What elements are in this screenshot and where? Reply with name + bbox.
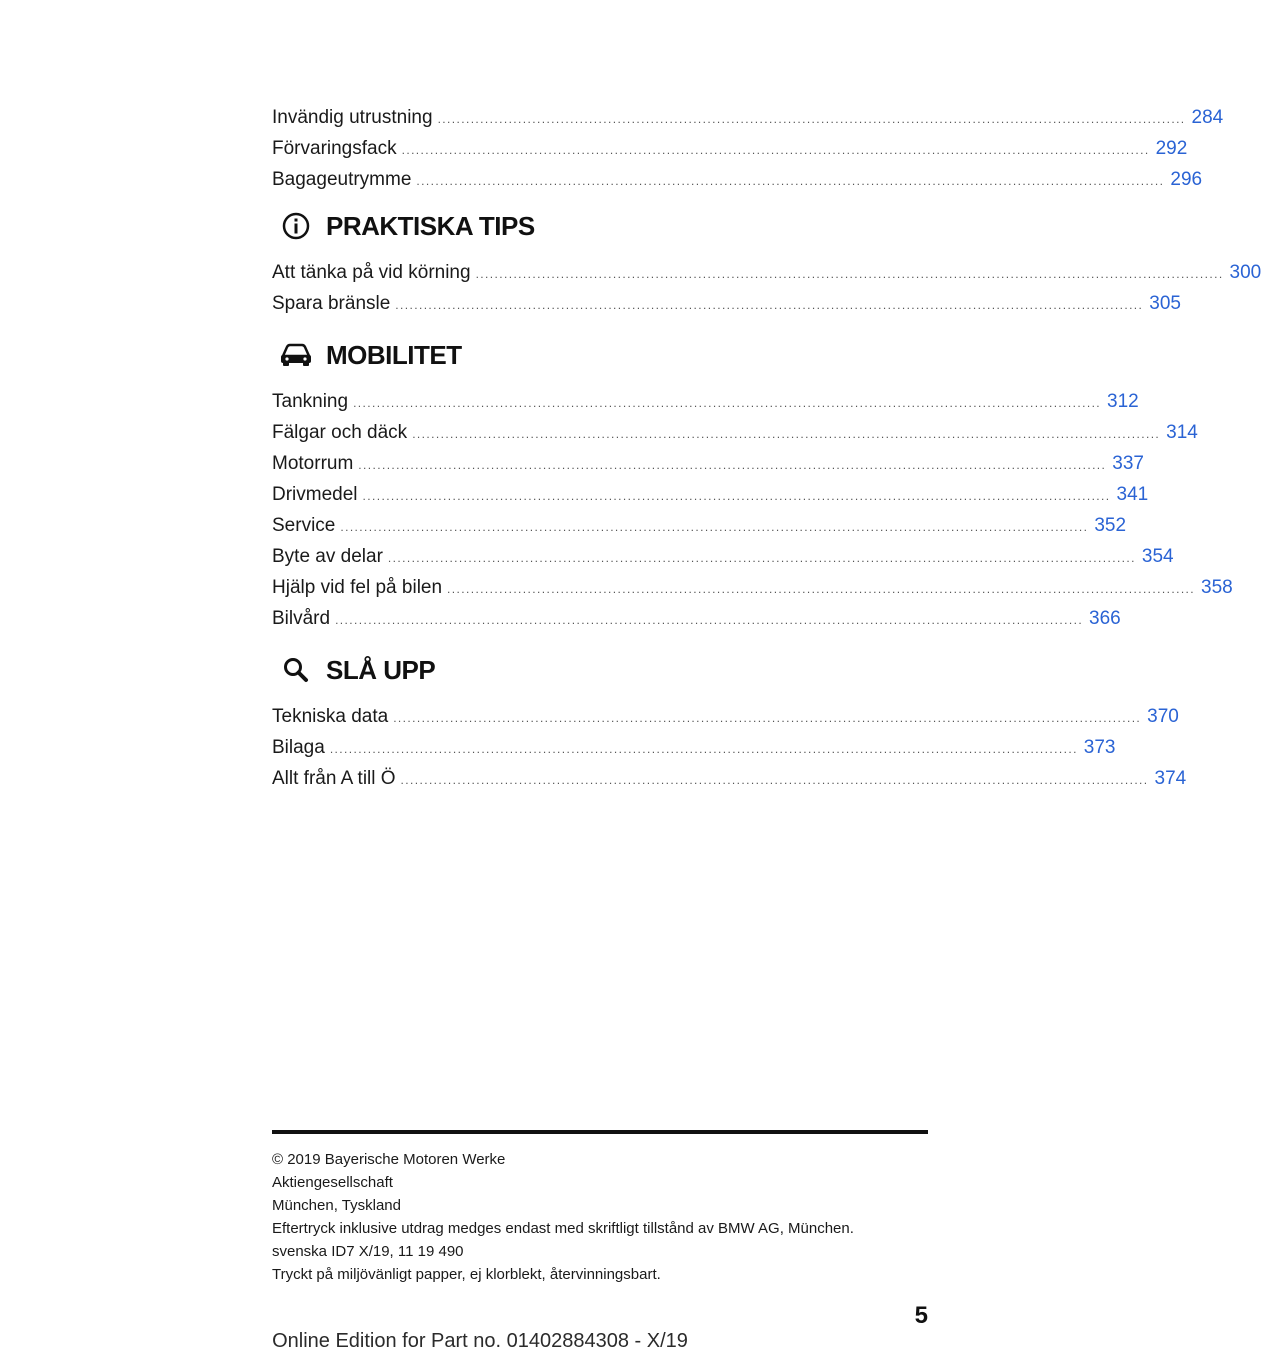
section-title: MOBILITET bbox=[326, 339, 462, 370]
toc-entry-title: Fälgar och däck bbox=[272, 422, 408, 443]
leader-dots: .............................................................................................................................................................. bbox=[329, 742, 1078, 756]
toc-entry-page[interactable]: 314 bbox=[1166, 422, 1198, 443]
toc-entry-title: Motorrum bbox=[272, 453, 354, 474]
toc-entry-title: Förvaringsfack bbox=[272, 138, 397, 159]
toc-entry[interactable] bbox=[272, 763, 1187, 794]
toc-entry-page[interactable]: 312 bbox=[1107, 391, 1139, 412]
leader-dots: .............................................................................................................................................................. bbox=[400, 773, 1149, 787]
imprint-line: © 2019 Bayerische Motoren Werke bbox=[272, 1151, 506, 1168]
section-heading-mobilitet bbox=[272, 324, 928, 386]
car-icon bbox=[276, 335, 316, 375]
leader-dots: .............................................................................................................................................................. bbox=[340, 520, 1089, 534]
section-heading-sla-upp bbox=[272, 639, 928, 701]
online-edition-footer: Online Edition for Part no. 01402884308 - X/19 bbox=[272, 1330, 688, 1352]
leader-dots: .............................................................................................................................................................. bbox=[412, 427, 1161, 441]
section-title: PRAKTISKA TIPS bbox=[326, 210, 535, 241]
section-title: SLÅ UPP bbox=[326, 654, 436, 685]
toc-entry-page[interactable]: 352 bbox=[1094, 515, 1127, 536]
toc-entry-page[interactable]: 370 bbox=[1147, 706, 1179, 727]
toc-entry-title: Hjälp vid fel på bilen bbox=[272, 577, 443, 598]
toc-entry[interactable] bbox=[272, 603, 1121, 634]
toc-entry[interactable] bbox=[272, 386, 1139, 417]
leader-dots: .............................................................................................................................................................. bbox=[362, 489, 1111, 503]
leader-dots: .............................................................................................................................................................. bbox=[437, 112, 1186, 126]
leader-dots: .............................................................................................................................................................. bbox=[395, 298, 1144, 312]
toc-entry-title: Spara bränsle bbox=[272, 293, 391, 314]
toc-entry[interactable] bbox=[272, 288, 1181, 319]
imprint-line: svenska ID7 X/19, 11 19 490 bbox=[272, 1243, 464, 1260]
toc-entry[interactable] bbox=[272, 732, 1116, 763]
leader-dots: .............................................................................................................................................................. bbox=[401, 143, 1150, 157]
toc-entry-title: Service bbox=[272, 515, 336, 536]
imprint-block bbox=[272, 1148, 928, 1286]
toc-entry-title: Allt från A till Ö bbox=[272, 768, 396, 789]
leader-dots: .............................................................................................................................................................. bbox=[393, 711, 1142, 725]
imprint-line: Tryckt på miljövänligt papper, ej klorblekt, återvinningsbart. bbox=[272, 1266, 661, 1283]
leader-dots: .............................................................................................................................................................. bbox=[447, 582, 1196, 596]
magnifier-icon bbox=[276, 650, 316, 690]
toc-entry-title: Bilvård bbox=[272, 608, 331, 629]
toc-entry-title: Att tänka på vid körning bbox=[272, 262, 471, 283]
leader-dots: .............................................................................................................................................................. bbox=[335, 613, 1084, 627]
divider-rule bbox=[272, 1130, 928, 1134]
toc-entry-title: Bilaga bbox=[272, 737, 325, 758]
toc-entry[interactable] bbox=[272, 257, 1261, 288]
toc-entry-page[interactable]: 300 bbox=[1229, 262, 1261, 283]
toc-entry[interactable] bbox=[272, 572, 1233, 603]
page-number: 5 bbox=[914, 1302, 928, 1329]
toc-entry-title: Drivmedel bbox=[272, 484, 358, 505]
imprint-line: München, Tyskland bbox=[272, 1197, 401, 1214]
toc-entry-title: Byte av delar bbox=[272, 546, 383, 567]
toc-entry-page[interactable]: 354 bbox=[1141, 546, 1174, 567]
toc-entry[interactable] bbox=[272, 133, 1188, 164]
leader-dots: .............................................................................................................................................................. bbox=[475, 267, 1224, 281]
section-heading-praktiska-tips bbox=[272, 195, 928, 257]
toc-entry-title: Tankning bbox=[272, 391, 349, 412]
toc-entry-title: Invändig utrustning bbox=[272, 107, 433, 128]
toc-entry-title: Bagageutrymme bbox=[272, 169, 412, 190]
toc-entry-page[interactable]: 341 bbox=[1116, 484, 1149, 505]
toc-entry-page[interactable]: 337 bbox=[1112, 453, 1144, 474]
imprint-line: Eftertryck inklusive utdrag medges endast med skriftligt tillstånd av BMW AG, München. bbox=[272, 1220, 854, 1237]
toc-entry[interactable] bbox=[272, 102, 1224, 133]
toc-entry[interactable] bbox=[272, 417, 1198, 448]
toc-entry[interactable] bbox=[272, 448, 1144, 479]
toc-entry-page[interactable]: 366 bbox=[1089, 608, 1121, 629]
leader-dots: .............................................................................................................................................................. bbox=[353, 396, 1102, 410]
toc-entry-page[interactable]: 296 bbox=[1170, 169, 1203, 190]
leader-dots: .............................................................................................................................................................. bbox=[387, 551, 1136, 565]
info-icon bbox=[276, 206, 316, 246]
toc-entry-page[interactable]: 284 bbox=[1191, 107, 1224, 128]
toc-entry[interactable] bbox=[272, 479, 1149, 510]
toc-list-top bbox=[272, 102, 1261, 794]
toc-entry-page[interactable]: 374 bbox=[1154, 768, 1187, 789]
toc-entry-page[interactable]: 373 bbox=[1083, 737, 1116, 758]
toc-entry[interactable] bbox=[272, 701, 1179, 732]
leader-dots: .............................................................................................................................................................. bbox=[416, 174, 1165, 188]
toc-entry-page[interactable]: 358 bbox=[1201, 577, 1233, 598]
toc-entry[interactable] bbox=[272, 510, 1127, 541]
toc-entry-title: Tekniska data bbox=[272, 706, 389, 727]
toc-entry-page[interactable]: 305 bbox=[1149, 293, 1181, 314]
toc-entry[interactable] bbox=[272, 164, 1203, 195]
leader-dots: .............................................................................................................................................................. bbox=[358, 458, 1107, 472]
imprint-line: Aktiengesellschaft bbox=[272, 1174, 393, 1191]
toc-entry-page[interactable]: 292 bbox=[1155, 138, 1188, 159]
toc-entry[interactable] bbox=[272, 541, 1174, 572]
